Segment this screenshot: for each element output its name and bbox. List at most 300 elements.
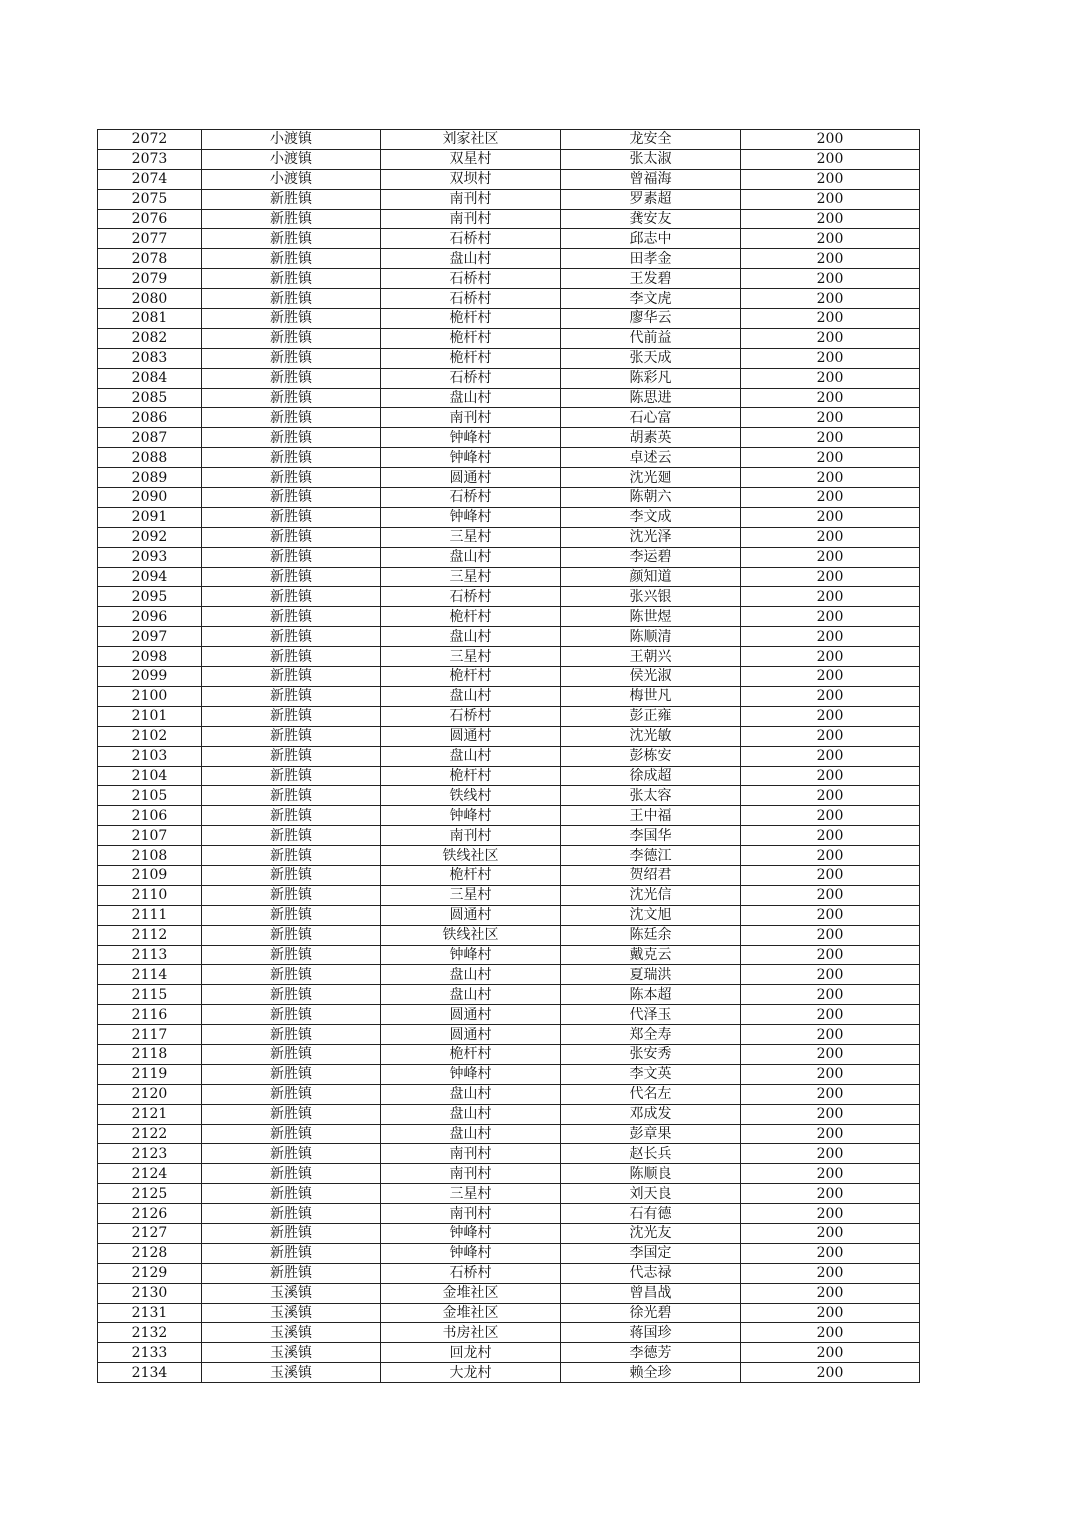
table-row — [98, 706, 920, 726]
name-cell: 沈光廻 — [561, 468, 741, 488]
amount-cell: 200 — [741, 945, 920, 965]
village-cell: 桅杆村 — [381, 328, 561, 348]
town-cell: 新胜镇 — [202, 507, 381, 527]
town-cell: 新胜镇 — [202, 627, 381, 647]
town-cell: 新胜镇 — [202, 1204, 381, 1224]
town-cell: 新胜镇 — [202, 686, 381, 706]
amount-cell: 200 — [741, 1363, 920, 1383]
amount-cell: 200 — [741, 1005, 920, 1025]
table-row — [98, 388, 920, 408]
amount-cell: 200 — [741, 746, 920, 766]
village-cell: 金堆社区 — [381, 1303, 561, 1323]
town-cell: 新胜镇 — [202, 1104, 381, 1124]
village-cell: 圆通村 — [381, 726, 561, 746]
name-cell: 侯光淑 — [561, 667, 741, 687]
amount-cell: 200 — [741, 169, 920, 189]
table-row — [98, 826, 920, 846]
town-cell: 新胜镇 — [202, 468, 381, 488]
town-cell: 玉溪镇 — [202, 1323, 381, 1343]
amount-cell: 200 — [741, 1084, 920, 1104]
table-row — [98, 766, 920, 786]
row-number-cell: 2090 — [98, 488, 202, 508]
row-number-cell: 2097 — [98, 627, 202, 647]
amount-cell: 200 — [741, 925, 920, 945]
table-row — [98, 289, 920, 309]
table-row — [98, 786, 920, 806]
name-cell: 代名左 — [561, 1084, 741, 1104]
amount-cell: 200 — [741, 826, 920, 846]
table-row — [98, 1283, 920, 1303]
table-row — [98, 1184, 920, 1204]
name-cell: 李运碧 — [561, 547, 741, 567]
amount-cell: 200 — [741, 368, 920, 388]
village-cell: 盘山村 — [381, 388, 561, 408]
row-number-cell: 2126 — [98, 1204, 202, 1224]
town-cell: 新胜镇 — [202, 766, 381, 786]
village-cell: 桅杆村 — [381, 667, 561, 687]
table-row — [98, 607, 920, 627]
amount-cell: 200 — [741, 985, 920, 1005]
amount-cell: 200 — [741, 1164, 920, 1184]
village-cell: 盘山村 — [381, 965, 561, 985]
table-row — [98, 1303, 920, 1323]
village-cell: 钟峰村 — [381, 507, 561, 527]
table-row — [98, 746, 920, 766]
table-row — [98, 229, 920, 249]
village-cell: 桅杆村 — [381, 309, 561, 329]
row-number-cell: 2089 — [98, 468, 202, 488]
table-row — [98, 328, 920, 348]
name-cell: 李文虎 — [561, 289, 741, 309]
town-cell: 新胜镇 — [202, 1124, 381, 1144]
name-cell: 李文英 — [561, 1064, 741, 1084]
village-cell: 铁线村 — [381, 786, 561, 806]
row-number-cell: 2099 — [98, 667, 202, 687]
village-cell: 桅杆村 — [381, 766, 561, 786]
row-number-cell: 2123 — [98, 1144, 202, 1164]
town-cell: 新胜镇 — [202, 428, 381, 448]
table-row — [98, 806, 920, 826]
name-cell: 彭栋安 — [561, 746, 741, 766]
row-number-cell: 2122 — [98, 1124, 202, 1144]
amount-cell: 200 — [741, 488, 920, 508]
row-number-cell: 2103 — [98, 746, 202, 766]
table-row — [98, 885, 920, 905]
amount-cell: 200 — [741, 965, 920, 985]
village-cell: 圆通村 — [381, 468, 561, 488]
table-row — [98, 945, 920, 965]
amount-cell: 200 — [741, 1283, 920, 1303]
table-row — [98, 647, 920, 667]
row-number-cell: 2096 — [98, 607, 202, 627]
name-cell: 石心富 — [561, 408, 741, 428]
table-row — [98, 1104, 920, 1124]
amount-cell: 200 — [741, 1223, 920, 1243]
name-cell: 王发碧 — [561, 269, 741, 289]
row-number-cell: 2132 — [98, 1323, 202, 1343]
table-row — [98, 846, 920, 866]
village-cell: 钟峰村 — [381, 1223, 561, 1243]
town-cell: 新胜镇 — [202, 726, 381, 746]
name-cell: 陈廷余 — [561, 925, 741, 945]
town-cell: 新胜镇 — [202, 826, 381, 846]
town-cell: 新胜镇 — [202, 1184, 381, 1204]
row-number-cell: 2115 — [98, 985, 202, 1005]
town-cell: 小渡镇 — [202, 130, 381, 150]
town-cell: 新胜镇 — [202, 1144, 381, 1164]
town-cell: 玉溪镇 — [202, 1343, 381, 1363]
name-cell: 邱志中 — [561, 229, 741, 249]
name-cell: 陈思进 — [561, 388, 741, 408]
village-cell: 南刊村 — [381, 1164, 561, 1184]
name-cell: 戴克云 — [561, 945, 741, 965]
amount-cell: 200 — [741, 309, 920, 329]
row-number-cell: 2117 — [98, 1025, 202, 1045]
village-cell: 三星村 — [381, 527, 561, 547]
table-row — [98, 149, 920, 169]
name-cell: 沈光信 — [561, 885, 741, 905]
town-cell: 新胜镇 — [202, 786, 381, 806]
town-cell: 新胜镇 — [202, 328, 381, 348]
name-cell: 贺绍君 — [561, 865, 741, 885]
amount-cell: 200 — [741, 806, 920, 826]
table-row — [98, 1263, 920, 1283]
village-cell: 石桥村 — [381, 587, 561, 607]
name-cell: 陈彩凡 — [561, 368, 741, 388]
amount-cell: 200 — [741, 786, 920, 806]
town-cell: 新胜镇 — [202, 587, 381, 607]
table-row — [98, 169, 920, 189]
amount-cell: 200 — [741, 289, 920, 309]
town-cell: 新胜镇 — [202, 368, 381, 388]
table-row — [98, 1124, 920, 1144]
row-number-cell: 2131 — [98, 1303, 202, 1323]
row-number-cell: 2075 — [98, 189, 202, 209]
amount-cell: 200 — [741, 1064, 920, 1084]
name-cell: 陈顺良 — [561, 1164, 741, 1184]
village-cell: 书房社区 — [381, 1323, 561, 1343]
row-number-cell: 2092 — [98, 527, 202, 547]
name-cell: 李德芳 — [561, 1343, 741, 1363]
name-cell: 沈光泽 — [561, 527, 741, 547]
village-cell: 金堆社区 — [381, 1283, 561, 1303]
row-number-cell: 2106 — [98, 806, 202, 826]
row-number-cell: 2108 — [98, 846, 202, 866]
row-number-cell: 2130 — [98, 1283, 202, 1303]
row-number-cell: 2093 — [98, 547, 202, 567]
village-cell: 刘家社区 — [381, 130, 561, 150]
town-cell: 新胜镇 — [202, 885, 381, 905]
row-number-cell: 2107 — [98, 826, 202, 846]
amount-cell: 200 — [741, 149, 920, 169]
name-cell: 颜知道 — [561, 567, 741, 587]
name-cell: 代前益 — [561, 328, 741, 348]
village-cell: 盘山村 — [381, 1104, 561, 1124]
town-cell: 新胜镇 — [202, 1223, 381, 1243]
town-cell: 新胜镇 — [202, 1164, 381, 1184]
amount-cell: 200 — [741, 667, 920, 687]
row-number-cell: 2111 — [98, 905, 202, 925]
town-cell: 玉溪镇 — [202, 1363, 381, 1383]
row-number-cell: 2120 — [98, 1084, 202, 1104]
town-cell: 新胜镇 — [202, 667, 381, 687]
village-cell: 钟峰村 — [381, 945, 561, 965]
row-number-cell: 2076 — [98, 209, 202, 229]
table-row — [98, 1223, 920, 1243]
row-number-cell: 2085 — [98, 388, 202, 408]
name-cell: 张太容 — [561, 786, 741, 806]
town-cell: 新胜镇 — [202, 1084, 381, 1104]
village-cell: 南刊村 — [381, 408, 561, 428]
town-cell: 小渡镇 — [202, 149, 381, 169]
village-cell: 南刊村 — [381, 209, 561, 229]
amount-cell: 200 — [741, 388, 920, 408]
row-number-cell: 2084 — [98, 368, 202, 388]
name-cell: 徐成超 — [561, 766, 741, 786]
row-number-cell: 2101 — [98, 706, 202, 726]
village-cell: 双星村 — [381, 149, 561, 169]
table-row — [98, 488, 920, 508]
town-cell: 新胜镇 — [202, 846, 381, 866]
town-cell: 新胜镇 — [202, 1044, 381, 1064]
name-cell: 张安秀 — [561, 1044, 741, 1064]
table-row — [98, 667, 920, 687]
table-row — [98, 905, 920, 925]
row-number-cell: 2080 — [98, 289, 202, 309]
village-cell: 钟峰村 — [381, 428, 561, 448]
name-cell: 王中福 — [561, 806, 741, 826]
town-cell: 新胜镇 — [202, 1243, 381, 1263]
table-row — [98, 527, 920, 547]
row-number-cell: 2134 — [98, 1363, 202, 1383]
name-cell: 李国定 — [561, 1243, 741, 1263]
table-row — [98, 348, 920, 368]
town-cell: 新胜镇 — [202, 189, 381, 209]
table-row — [98, 985, 920, 1005]
village-cell: 桅杆村 — [381, 607, 561, 627]
name-cell: 李国华 — [561, 826, 741, 846]
table-row — [98, 249, 920, 269]
amount-cell: 200 — [741, 726, 920, 746]
town-cell: 新胜镇 — [202, 945, 381, 965]
table-row — [98, 1025, 920, 1045]
village-cell: 铁线社区 — [381, 925, 561, 945]
row-number-cell: 2074 — [98, 169, 202, 189]
village-cell: 三星村 — [381, 1184, 561, 1204]
table-row — [98, 448, 920, 468]
row-number-cell: 2128 — [98, 1243, 202, 1263]
amount-cell: 200 — [741, 567, 920, 587]
name-cell: 陈顺清 — [561, 627, 741, 647]
name-cell: 沈光敏 — [561, 726, 741, 746]
town-cell: 新胜镇 — [202, 1005, 381, 1025]
village-cell: 钟峰村 — [381, 448, 561, 468]
table-row — [98, 130, 920, 150]
name-cell: 曾昌战 — [561, 1283, 741, 1303]
row-number-cell: 2083 — [98, 348, 202, 368]
village-cell: 圆通村 — [381, 1025, 561, 1045]
name-cell: 赵长兵 — [561, 1144, 741, 1164]
table-row — [98, 468, 920, 488]
town-cell: 新胜镇 — [202, 1025, 381, 1045]
row-number-cell: 2133 — [98, 1343, 202, 1363]
name-cell: 彭章果 — [561, 1124, 741, 1144]
name-cell: 郑全寿 — [561, 1025, 741, 1045]
village-cell: 石桥村 — [381, 269, 561, 289]
table-row — [98, 587, 920, 607]
town-cell: 新胜镇 — [202, 1064, 381, 1084]
amount-cell: 200 — [741, 1263, 920, 1283]
village-cell: 盘山村 — [381, 746, 561, 766]
amount-cell: 200 — [741, 468, 920, 488]
row-number-cell: 2109 — [98, 865, 202, 885]
table-row — [98, 1363, 920, 1383]
amount-cell: 200 — [741, 647, 920, 667]
row-number-cell: 2110 — [98, 885, 202, 905]
row-number-cell: 2104 — [98, 766, 202, 786]
village-cell: 盘山村 — [381, 249, 561, 269]
row-number-cell: 2116 — [98, 1005, 202, 1025]
name-cell: 赖全珍 — [561, 1363, 741, 1383]
table-row — [98, 1064, 920, 1084]
table-row — [98, 1243, 920, 1263]
table-row — [98, 507, 920, 527]
name-cell: 胡素英 — [561, 428, 741, 448]
row-number-cell: 2086 — [98, 408, 202, 428]
name-cell: 陈本超 — [561, 985, 741, 1005]
town-cell: 新胜镇 — [202, 348, 381, 368]
village-cell: 三星村 — [381, 647, 561, 667]
amount-cell: 200 — [741, 587, 920, 607]
row-number-cell: 2087 — [98, 428, 202, 448]
name-cell: 梅世凡 — [561, 686, 741, 706]
town-cell: 新胜镇 — [202, 527, 381, 547]
town-cell: 新胜镇 — [202, 408, 381, 428]
name-cell: 李德江 — [561, 846, 741, 866]
town-cell: 新胜镇 — [202, 706, 381, 726]
village-cell: 钟峰村 — [381, 1243, 561, 1263]
name-cell: 廖华云 — [561, 309, 741, 329]
name-cell: 石有德 — [561, 1204, 741, 1224]
table-row — [98, 1084, 920, 1104]
village-cell: 石桥村 — [381, 368, 561, 388]
table-row — [98, 1164, 920, 1184]
table-row — [98, 408, 920, 428]
village-cell: 圆通村 — [381, 905, 561, 925]
table-row — [98, 686, 920, 706]
amount-cell: 200 — [741, 1044, 920, 1064]
amount-cell: 200 — [741, 1104, 920, 1124]
table-row — [98, 309, 920, 329]
village-cell: 石桥村 — [381, 289, 561, 309]
row-number-cell: 2078 — [98, 249, 202, 269]
amount-cell: 200 — [741, 547, 920, 567]
amount-cell: 200 — [741, 269, 920, 289]
village-cell: 石桥村 — [381, 706, 561, 726]
town-cell: 新胜镇 — [202, 309, 381, 329]
row-number-cell: 2114 — [98, 965, 202, 985]
table-row — [98, 1005, 920, 1025]
name-cell: 曾福海 — [561, 169, 741, 189]
village-cell: 南刊村 — [381, 826, 561, 846]
town-cell: 新胜镇 — [202, 249, 381, 269]
town-cell: 新胜镇 — [202, 647, 381, 667]
table-row — [98, 428, 920, 448]
village-cell: 盘山村 — [381, 1124, 561, 1144]
row-number-cell: 2082 — [98, 328, 202, 348]
table-row — [98, 1204, 920, 1224]
amount-cell: 200 — [741, 1243, 920, 1263]
name-cell: 罗素超 — [561, 189, 741, 209]
table-row — [98, 189, 920, 209]
village-cell: 三星村 — [381, 567, 561, 587]
amount-cell: 200 — [741, 448, 920, 468]
name-cell: 陈世煜 — [561, 607, 741, 627]
row-number-cell: 2081 — [98, 309, 202, 329]
row-number-cell: 2095 — [98, 587, 202, 607]
name-cell: 李文成 — [561, 507, 741, 527]
row-number-cell: 2119 — [98, 1064, 202, 1084]
table-row — [98, 726, 920, 746]
table-row — [98, 547, 920, 567]
amount-cell: 200 — [741, 1144, 920, 1164]
village-cell: 回龙村 — [381, 1343, 561, 1363]
town-cell: 新胜镇 — [202, 965, 381, 985]
table-row — [98, 1144, 920, 1164]
amount-cell: 200 — [741, 686, 920, 706]
amount-cell: 200 — [741, 348, 920, 368]
village-cell: 桅杆村 — [381, 348, 561, 368]
row-number-cell: 2105 — [98, 786, 202, 806]
amount-cell: 200 — [741, 229, 920, 249]
row-number-cell: 2077 — [98, 229, 202, 249]
row-number-cell: 2112 — [98, 925, 202, 945]
name-cell: 张太淑 — [561, 149, 741, 169]
village-cell: 盘山村 — [381, 985, 561, 1005]
village-cell: 南刊村 — [381, 1144, 561, 1164]
name-cell: 龙安全 — [561, 130, 741, 150]
amount-cell: 200 — [741, 865, 920, 885]
amount-cell: 200 — [741, 189, 920, 209]
name-cell: 徐光碧 — [561, 1303, 741, 1323]
amount-cell: 200 — [741, 766, 920, 786]
amount-cell: 200 — [741, 507, 920, 527]
table-row — [98, 1343, 920, 1363]
village-cell: 南刊村 — [381, 1204, 561, 1224]
name-cell: 夏瑞洪 — [561, 965, 741, 985]
row-number-cell: 2102 — [98, 726, 202, 746]
row-number-cell: 2118 — [98, 1044, 202, 1064]
town-cell: 新胜镇 — [202, 985, 381, 1005]
town-cell: 新胜镇 — [202, 746, 381, 766]
town-cell: 新胜镇 — [202, 905, 381, 925]
village-cell: 钟峰村 — [381, 806, 561, 826]
town-cell: 新胜镇 — [202, 567, 381, 587]
row-number-cell: 2113 — [98, 945, 202, 965]
row-number-cell: 2098 — [98, 647, 202, 667]
table-row — [98, 209, 920, 229]
amount-cell: 200 — [741, 885, 920, 905]
table-row — [98, 925, 920, 945]
amount-cell: 200 — [741, 428, 920, 448]
town-cell: 玉溪镇 — [202, 1303, 381, 1323]
table-row — [98, 368, 920, 388]
name-cell: 龚安友 — [561, 209, 741, 229]
amount-cell: 200 — [741, 1124, 920, 1144]
town-cell: 新胜镇 — [202, 865, 381, 885]
village-cell: 桅杆村 — [381, 1044, 561, 1064]
amount-cell: 200 — [741, 627, 920, 647]
